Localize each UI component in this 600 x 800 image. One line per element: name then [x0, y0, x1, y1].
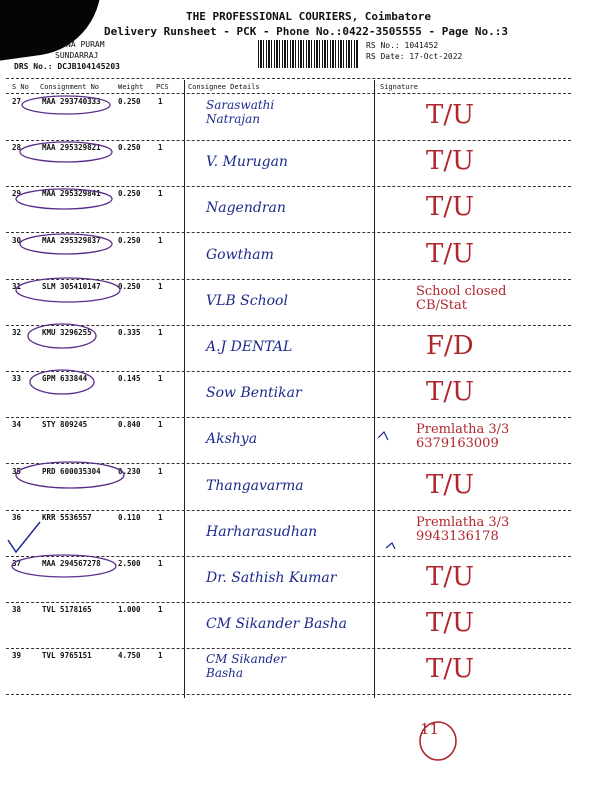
address-fragment: NA PURAM — [66, 40, 105, 49]
row-weight: 0.250 — [118, 235, 141, 245]
row-sno: 36 — [12, 512, 22, 522]
row-signature: T/U — [426, 562, 475, 592]
check-mark-row-36 — [8, 522, 40, 552]
row-weight: 2.500 — [118, 559, 141, 568]
row-pcs: 1 — [158, 281, 163, 291]
row-sno: 28 — [12, 143, 22, 153]
row-sno: 37 — [12, 559, 22, 568]
runsheet-title: Delivery Runsheet - PCK - Phone No.:0422-3505555 - Page No.:3 — [104, 25, 508, 38]
col-header-signature: Signature — [380, 83, 418, 91]
row-signature: Premlatha 3/3 6379163009 — [416, 422, 510, 452]
row-consignment-no: TVL 9765151 — [42, 651, 92, 661]
col-header-sno: S No — [12, 83, 29, 91]
row-sno: 32 — [12, 328, 22, 337]
row-consignment-no: TVL 5178165 — [42, 605, 92, 615]
row-sno: 35 — [12, 466, 22, 476]
row-sno: 39 — [12, 651, 22, 661]
row-signature: T/U — [426, 377, 475, 408]
total-count: 11 — [420, 720, 440, 738]
row-consignee-name: Nagendran — [206, 200, 286, 217]
row-consignee-name: Dr. Sathish Kumar — [206, 570, 337, 586]
row-pcs: 1 — [158, 97, 163, 106]
row-signature: T/U — [426, 469, 475, 500]
circle-mark-row-35 — [16, 462, 124, 488]
col-header-pcs: PCS — [156, 83, 169, 91]
row-weight: 0.250 — [118, 143, 141, 153]
row-consignment-no: STY 809245 — [42, 420, 88, 430]
row-sno: 33 — [12, 374, 22, 384]
row-pcs: 1 — [158, 512, 163, 522]
row-weight: 0.145 — [118, 374, 141, 384]
row-pcs: 1 — [158, 328, 163, 337]
arrow-mark-row-34 — [378, 432, 388, 440]
row-signature: T/U — [426, 100, 475, 130]
row-signature: School closed CB/Stat — [416, 283, 507, 313]
row-weight: 0.230 — [118, 466, 141, 476]
row-weight: 0.250 — [118, 189, 141, 199]
rs-number: RS No.: 1041452 — [366, 41, 439, 50]
company-title: THE PROFESSIONAL COURIERS, Coimbatore — [186, 10, 432, 23]
row-consignment-no: MAA 295329821 — [42, 143, 101, 153]
row-consignment-no: MAA 295329841 — [42, 189, 101, 199]
row-consignee-name: Sow Bentikar — [206, 385, 302, 402]
row-pcs: 1 — [158, 420, 163, 430]
row-consignee-name: Saraswathi Natrajan — [206, 98, 275, 126]
row-consignee-name: VLB School — [206, 292, 288, 309]
row-consignment-no: GPM 633844 — [42, 374, 88, 384]
row-signature: T/U — [426, 238, 475, 269]
agent-name: SUNDARRAJ — [55, 51, 99, 60]
row-pcs: 1 — [158, 374, 163, 384]
row-weight: 0.250 — [118, 281, 141, 291]
row-sno: 27 — [12, 97, 22, 106]
row-consignment-no: SLM 305410147 — [42, 281, 101, 291]
row-consignment-no: MAA 293740333 — [42, 97, 101, 106]
col-header-consignee: Consignee Details — [188, 83, 260, 91]
row-pcs: 1 — [158, 235, 163, 245]
row-consignment-no: KMU 3296255 — [42, 328, 92, 337]
row-consignee-name: Harharasudhan — [206, 523, 318, 540]
circle-mark-row-33 — [30, 370, 94, 394]
row-consignee-name: Gowtham — [206, 246, 274, 263]
row-weight: 1.000 — [118, 605, 141, 615]
arrow-mark-row-36 — [386, 543, 395, 549]
row-consignment-no: KRR 5536557 — [42, 512, 92, 522]
circle-mark-row-30 — [20, 234, 112, 254]
row-consignee-name: CM Sikander Basha — [206, 652, 287, 681]
row-consignee-name: A.J DENTAL — [206, 339, 293, 355]
drs-number: DRS No.: DCJB104145203 — [14, 62, 120, 71]
row-weight: 0.840 — [118, 420, 141, 430]
row-sno: 34 — [12, 420, 22, 430]
rs-date: RS Date: 17-Oct-2022 — [366, 52, 463, 61]
row-weight: 0.335 — [118, 328, 141, 337]
row-signature: T/U — [426, 654, 475, 685]
row-signature: Premlatha 3/3 9943136178 — [416, 514, 510, 544]
row-consignee-name: CM Sikander Basha — [206, 616, 347, 633]
row-pcs: 1 — [158, 466, 163, 476]
row-consignment-no: MAA 294567278 — [42, 559, 101, 568]
row-sno: 30 — [12, 235, 22, 245]
circle-mark-row-29 — [16, 189, 112, 209]
row-pcs: 1 — [158, 189, 163, 199]
row-sno: 31 — [12, 281, 22, 291]
row-consignee-name: V. Murugan — [206, 154, 288, 171]
circle-mark-row-28 — [20, 142, 112, 162]
circle-mark-row-32 — [28, 324, 96, 348]
row-pcs: 1 — [158, 143, 163, 153]
col-header-weight: Weight — [118, 83, 144, 91]
row-sno: 38 — [12, 605, 22, 615]
circle-mark-row-31 — [16, 278, 120, 302]
row-pcs: 1 — [158, 605, 163, 615]
row-consignment-no: PRD 600035304 — [42, 466, 101, 476]
row-weight: 0.110 — [118, 512, 141, 522]
row-sno: 29 — [12, 189, 22, 199]
row-consignee-name: Akshya — [206, 431, 258, 448]
row-weight: 0.250 — [118, 97, 141, 106]
row-signature: F/D — [426, 331, 474, 361]
circle-mark-row-37 — [12, 555, 116, 577]
row-signature: T/U — [426, 192, 475, 223]
row-pcs: 1 — [158, 651, 163, 661]
col-header-consignment: Consignment No — [40, 83, 100, 91]
circle-mark-row-27 — [22, 96, 110, 114]
row-consignment-no: MAA 295329837 — [42, 235, 101, 245]
row-pcs: 1 — [158, 559, 163, 568]
row-signature: T/U — [426, 146, 475, 177]
row-weight: 4.750 — [118, 651, 141, 661]
row-signature: T/U — [426, 608, 475, 639]
row-consignee-name: Thangavarma — [206, 477, 304, 494]
